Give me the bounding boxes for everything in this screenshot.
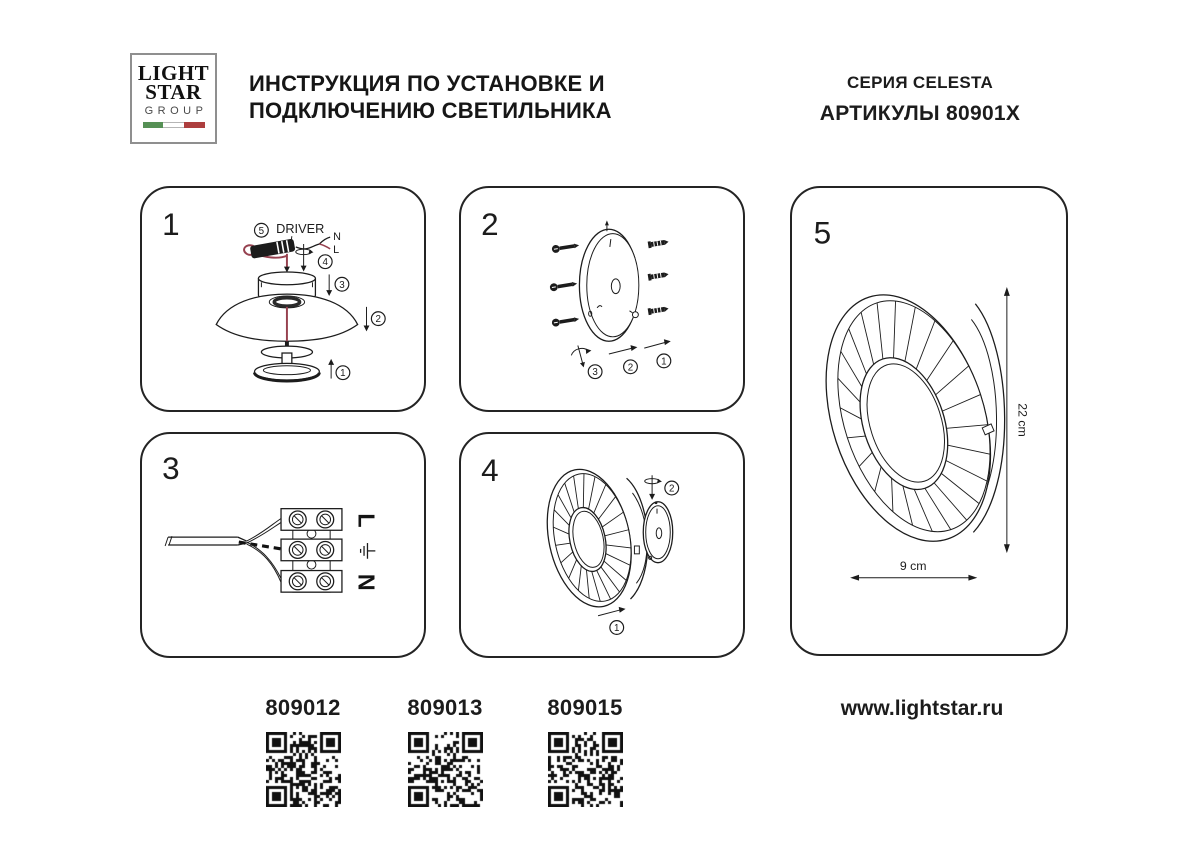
step-number-5: 5 xyxy=(813,214,832,251)
terminal-block xyxy=(281,509,342,592)
screw-icon xyxy=(551,241,579,253)
step-panel-2 xyxy=(459,186,745,412)
step-panel-1 xyxy=(140,186,426,412)
svg-text:2: 2 xyxy=(669,483,675,495)
svg-text:1: 1 xyxy=(614,623,620,635)
qr-code xyxy=(548,732,623,807)
flag-red xyxy=(184,122,205,128)
callout-3 xyxy=(335,277,349,291)
width-dimension xyxy=(850,559,977,581)
svg-text:9 cm: 9 cm xyxy=(899,558,927,573)
callout-5 xyxy=(255,223,269,237)
svg-text:2: 2 xyxy=(627,362,634,374)
ribbed-shade xyxy=(535,462,643,615)
shade-clip xyxy=(634,546,639,554)
article-code: 809013 xyxy=(407,695,483,720)
earth-symbol-icon xyxy=(361,543,376,559)
step-4-diagram xyxy=(461,434,743,656)
step-panel-3 xyxy=(140,432,426,658)
article-block xyxy=(243,695,363,807)
step-1-diagram xyxy=(142,188,424,410)
callout-1 xyxy=(336,366,350,380)
step-number-4: 4 xyxy=(481,453,499,489)
articles-label: АРТИКУЛЫ 80901X xyxy=(819,102,1021,125)
website-url: www.lightstar.ru xyxy=(840,697,1004,720)
callout-2 xyxy=(624,360,638,374)
mounting-ring xyxy=(579,220,638,341)
series-block xyxy=(745,73,1095,126)
callout-4 xyxy=(318,255,332,269)
step-5-diagram xyxy=(792,188,1066,654)
svg-text:5: 5 xyxy=(258,225,265,237)
retaining-ring xyxy=(643,501,672,562)
logo-word-light: LIGHT xyxy=(137,61,210,85)
svg-text:22 cm: 22 cm xyxy=(1015,403,1030,437)
mains-cable xyxy=(165,536,247,546)
screw-icon xyxy=(551,315,579,327)
slide-arrow-1 xyxy=(644,339,671,348)
svg-text:2: 2 xyxy=(375,314,382,326)
step-number-3: 3 xyxy=(162,451,180,487)
down-arrow-2 xyxy=(364,307,370,332)
wire-n-label: N xyxy=(333,231,341,244)
callout-1 xyxy=(657,354,671,368)
callout-1 xyxy=(610,621,624,635)
svg-text:L: L xyxy=(353,513,380,528)
italian-flag-stripe xyxy=(143,122,205,128)
logo-word-group: GROUP xyxy=(144,105,208,117)
slide-arrow-1 xyxy=(598,607,626,616)
article-block xyxy=(385,695,505,807)
qr-code xyxy=(408,732,483,807)
glass-ring xyxy=(255,363,320,381)
flag-green xyxy=(143,122,164,128)
step-2-diagram xyxy=(461,188,743,410)
callout-2 xyxy=(371,312,385,326)
logo-word-star: STAR xyxy=(145,80,202,104)
step-panel-4 xyxy=(459,432,745,658)
rotate-icon xyxy=(645,475,662,500)
step-3-diagram xyxy=(142,434,424,656)
svg-text:3: 3 xyxy=(592,367,598,379)
height-dimension xyxy=(1004,287,1030,553)
title-line-2: ПОДКЛЮЧЕНИЮ СВЕТИЛЬНИКА xyxy=(249,98,612,123)
callout-2 xyxy=(665,481,679,495)
anchor-icon xyxy=(648,271,669,281)
step-number-2: 2 xyxy=(481,207,499,243)
earth-conductor xyxy=(239,542,281,549)
svg-text:1: 1 xyxy=(661,356,667,368)
step-panel-5 xyxy=(790,186,1068,656)
svg-text:1: 1 xyxy=(340,368,346,380)
article-code: 809012 xyxy=(265,695,341,720)
title-line-1: ИНСТРУКЦИЯ ПО УСТАНОВКЕ И xyxy=(249,71,605,96)
driver-label: DRIVER xyxy=(276,221,325,237)
screw-icon xyxy=(549,280,577,292)
anchor-icon xyxy=(648,305,669,315)
page-title xyxy=(249,70,612,124)
qr-code xyxy=(266,732,341,807)
article-code: 809015 xyxy=(547,695,623,720)
lightstar-logo xyxy=(130,53,217,144)
wire-l-label: L xyxy=(333,243,340,256)
svg-text:4: 4 xyxy=(322,257,328,269)
callout-3 xyxy=(588,365,602,379)
svg-text:3: 3 xyxy=(339,279,345,291)
down-arrow-3 xyxy=(326,274,332,296)
svg-text:N: N xyxy=(353,573,380,591)
driver-box xyxy=(250,239,296,259)
series-label: СЕРИЯ CELESTA xyxy=(846,73,994,92)
flag-white xyxy=(163,122,184,128)
terminal-label-l xyxy=(354,513,380,527)
step-number-1: 1 xyxy=(162,207,180,243)
ribbed-shade xyxy=(797,274,1020,563)
up-arrow-1 xyxy=(328,359,334,379)
anchor-icon xyxy=(648,238,669,248)
article-block xyxy=(525,695,645,807)
terminal-label-n xyxy=(354,574,380,591)
slide-arrow-2 xyxy=(609,345,637,354)
